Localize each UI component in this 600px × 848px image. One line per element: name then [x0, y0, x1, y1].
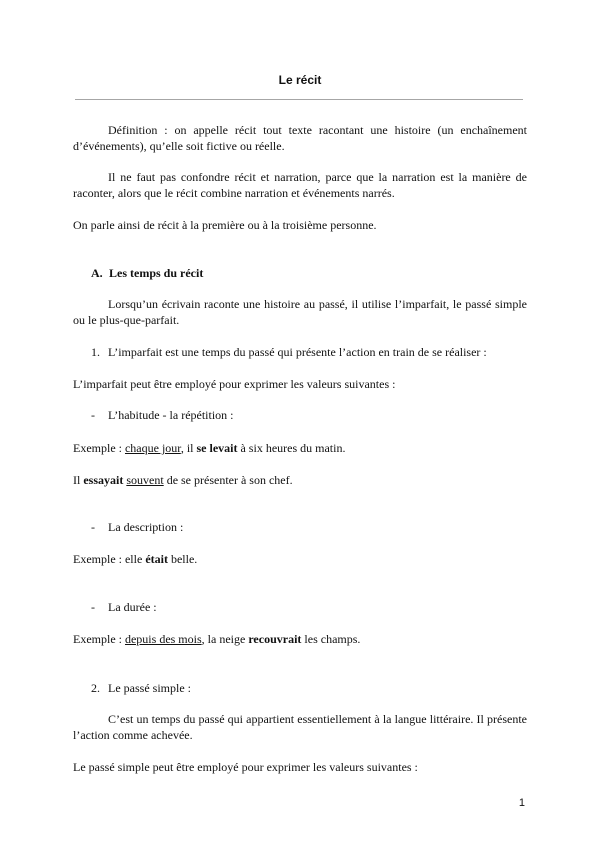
habitude-example-2: Il essayait souvent de se présenter à son chef. [73, 473, 293, 487]
duree-dash: - [91, 600, 95, 614]
passe-simple-number: 2. [91, 681, 100, 695]
duree-example: Exemple : depuis des mois, la neige recouvrait les champs. [73, 632, 361, 646]
page-number: 1 [518, 797, 525, 809]
personne-paragraph: On parle ainsi de récit à la première ou à la troisième personne. [73, 218, 377, 232]
narration-paragraph: Il ne faut pas confondre récit et narration, parce que la narration est la manière de raconter, alors que le récit combine narration et événements narrés. [73, 170, 527, 200]
passe-simple-desc: C’est un temps du passé qui appartient essentiellement à la langue littéraire. Il présente l’action comme achevée. [73, 712, 527, 742]
title-rule [75, 99, 523, 100]
description-example: Exemple : elle était belle. [73, 552, 198, 566]
habitude-example-1: Exemple : chaque jour, il se levait à six heures du matin. [73, 441, 346, 455]
document-title: Le récit [278, 73, 322, 87]
passe-simple-heading: Le passé simple : [108, 681, 191, 695]
section-a-title: Les temps du récit [109, 266, 204, 280]
passe-simple-valeurs: Le passé simple peut être employé pour exprimer les valeurs suivantes : [73, 760, 418, 774]
duree-label: La durée : [108, 600, 157, 614]
intro-paragraph: Lorsqu’un écrivain raconte une histoire au passé, il utilise l’imparfait, le passé simple ou le plus-que-parfait. [73, 297, 527, 327]
description-label: La description : [108, 520, 184, 534]
habitude-dash: - [91, 408, 95, 422]
description-dash: - [91, 520, 95, 534]
habitude-label: L’habitude - la répétition : [108, 408, 234, 422]
imparfait-number: 1. [91, 345, 100, 359]
imparfait-heading: L’imparfait est une temps du passé qui présente l’action en train de se réaliser : [108, 345, 487, 359]
imparfait-valeurs: L’imparfait peut être employé pour exprimer les valeurs suivantes : [73, 377, 396, 391]
section-a-marker: A. [91, 266, 103, 280]
definition-paragraph: Définition : on appelle récit tout texte racontant une histoire (un enchaînement d’événements), qu’elle soit fictive ou réelle. [73, 123, 527, 153]
